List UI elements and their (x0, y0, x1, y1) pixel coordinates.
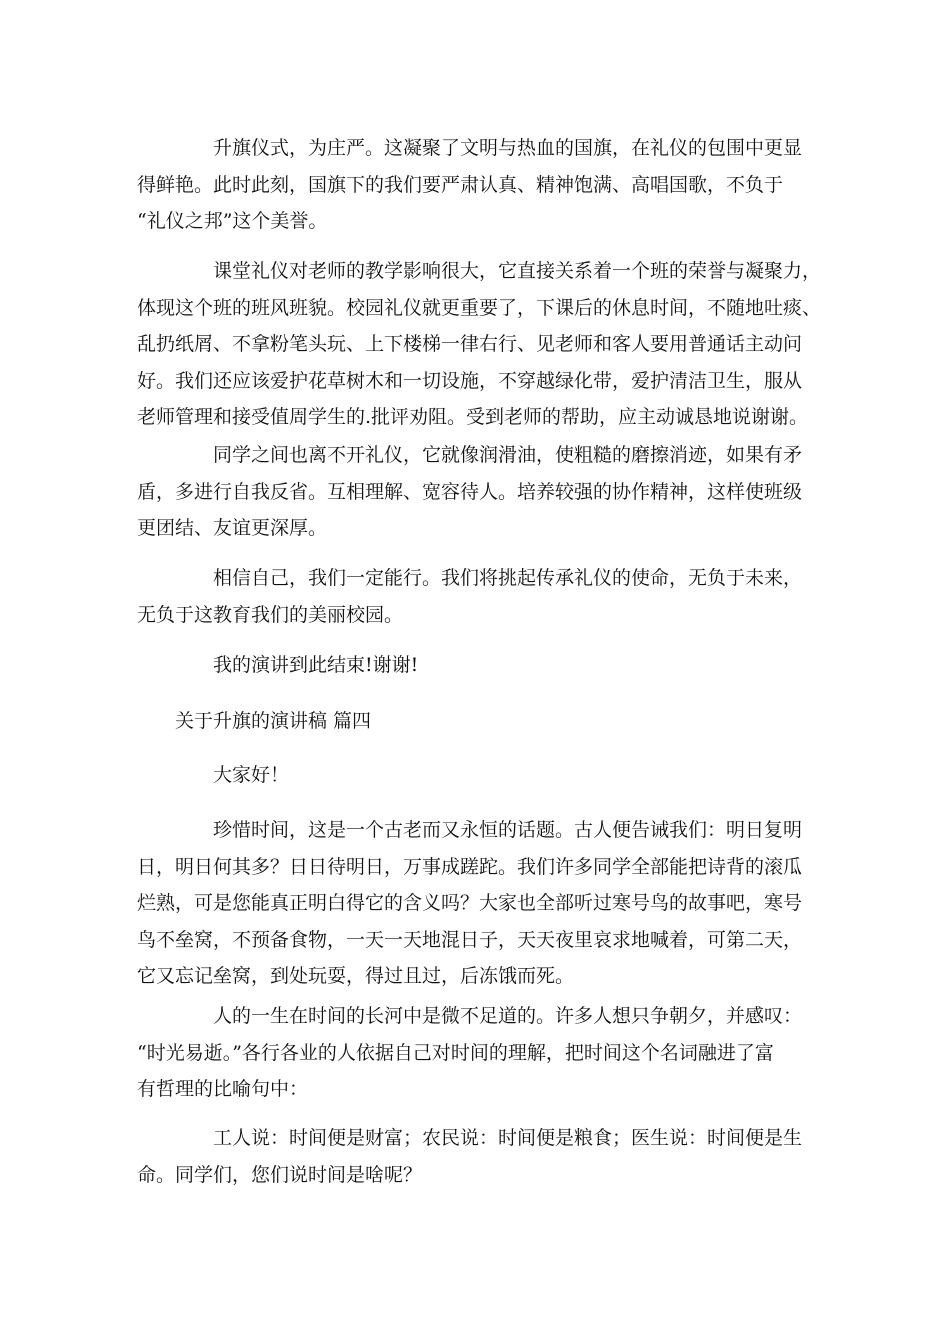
paragraph-cherish-time (137, 812, 813, 995)
text-line: 盾，多进行自我反省。互相理解、宽容待人。培养较强的协作精神，这样使班级 (137, 480, 803, 503)
text-line: 它又忘记垒窝，到处玩耍，得过且过，后冻饿而死。 (137, 965, 575, 987)
text-line: 人的一生在时间的长河中是微不足道的。许多人想只争朝夕，并感叹： (213, 1005, 803, 1027)
text-line: 乱扔纸屑、不拿粉笔头玩、上下楼梯一律右行、见老师和客人要用普通话主动问 (137, 333, 803, 355)
text-line: 命。同学们，您们说时间是啥呢？ (137, 1163, 423, 1186)
text-line: 日，明日何其多？日日待明日，万事成蹉跎。我们许多同学全部能把诗背的滚瓜 (137, 855, 803, 878)
text-line: 同学之间也离不开礼仪，它就像润滑油，使粗糙的磨擦消迹，如果有矛 (213, 444, 803, 466)
text-line: 鸟不垒窝，不预备食物，一天一天地混日子，天天夜里哀求地喊着，可第二天， (137, 928, 803, 951)
text-line: 我的演讲到此结束!谢谢! (213, 654, 419, 676)
paragraph-greeting (137, 757, 813, 794)
text-line: “礼仪之邦”这个美誉。 (137, 210, 328, 232)
text-line: 相信自己，我们一定能行。我们将挑起传承礼仪的使命，无负于未来， (213, 567, 803, 589)
text-line: 老师管理和接受值周学生的.批评劝阻。受到老师的帮助，应主动诚恳地说谢谢。 (137, 406, 809, 428)
paragraph-closing (137, 647, 813, 684)
paragraph-classmates (137, 437, 813, 547)
text-line: 工人说：时间便是财富；农民说：时间便是粮食；医生说：时间便是生 (213, 1127, 803, 1149)
text-line: 得鲜艳。此时此刻，国旗下的我们要严肃认真、精神饱满、高唱国歌，不负于 (137, 173, 784, 196)
text-line: 烂熟，可是您能真正明白得它的含义吗？大家也全部听过寒号鸟的故事吧，寒号 (137, 892, 803, 914)
text-line: 课堂礼仪对老师的教学影响很大，它直接关系着一个班的荣誉与凝聚力， (213, 260, 822, 282)
text-line: 大家好！ (213, 764, 290, 786)
text-line: 好。我们还应该爱护花草树木和一切设施，不穿越绿化带，爱护清洁卫生，服从 (137, 369, 803, 392)
text-line: “时光易逝。”各行各业的人依据自己对时间的理解，把时间这个名词融进了富 (137, 1041, 774, 1064)
text-line: 升旗仪式，为庄严。这凝聚了文明与热血的国旗，在礼仪的包围中更显 (213, 137, 803, 159)
paragraph-classroom-etiquette (137, 253, 822, 436)
section-title: 关于升旗的演讲稿 篇四 (175, 710, 372, 732)
paragraph-metaphors (137, 1120, 813, 1193)
paragraph-believe (137, 560, 813, 633)
text-line: 无负于这教育我们的美丽校园。 (137, 603, 404, 626)
text-line: 更团结、友谊更深厚。 (137, 517, 328, 539)
paragraph-life (137, 998, 813, 1108)
text-line: 珍惜时间，这是一个古老而又永恒的话题。古人便告诫我们：明日复明 (213, 819, 803, 841)
paragraph-flag-ceremony (137, 130, 813, 240)
text-line: 有哲理的比喻句中： (137, 1078, 309, 1100)
text-line: 体现这个班的班风班貌。校园礼仪就更重要了，下课后的休息时间，不随地吐痰、 (137, 296, 822, 319)
